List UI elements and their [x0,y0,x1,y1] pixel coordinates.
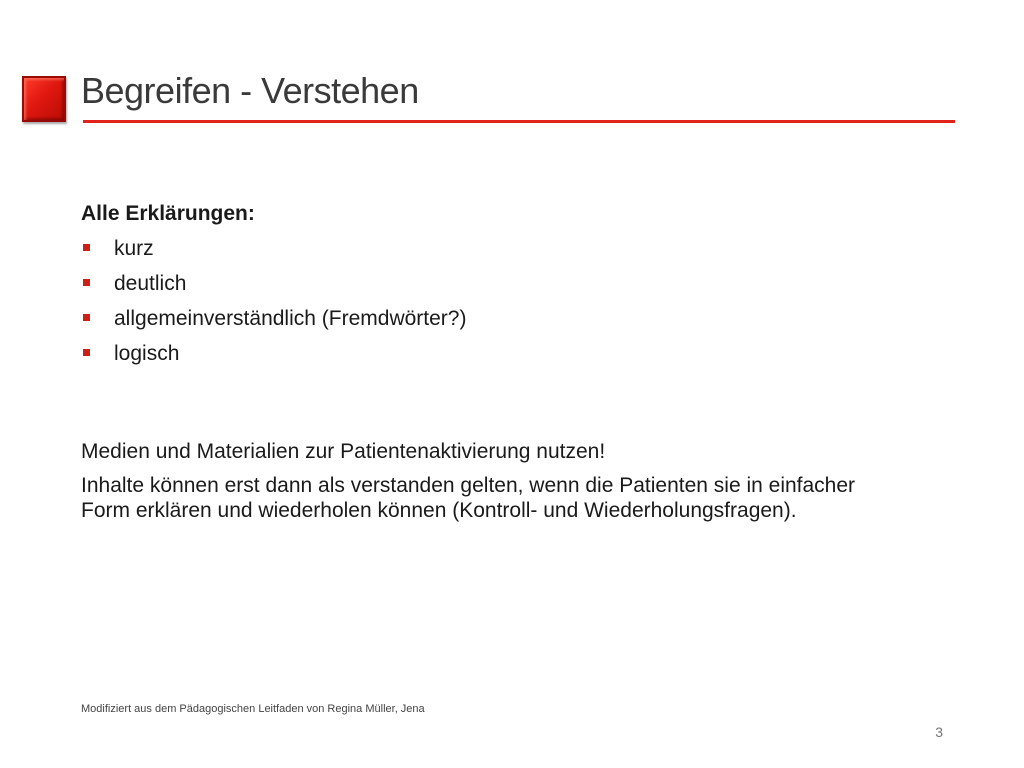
list-heading: Alle Erklärungen: [81,202,255,225]
square-bullet-icon [83,244,90,251]
list-item-text: allgemeinverständlich (Fremdwörter?) [114,307,467,330]
slide-body [81,196,881,532]
spacer [81,371,881,439]
square-bullet-icon [83,314,90,321]
list-item [81,266,881,301]
list-item [81,336,881,371]
body-paragraph: Medien und Materialien zur Patientenaktivierung nutzen! [81,440,606,463]
source-footnote: Modifiziert aus dem Pädagogischen Leitfaden von Regina Müller, Jena [81,703,425,715]
body-paragraph: Inhalte können erst dann als verstanden gelten, wenn die Patienten sie in einfacher Form erklären und wiederholen können (Kontroll- und Wiederholungsfragen). [81,474,856,522]
list-item [81,301,881,336]
page-number: 3 [935,724,943,740]
red-square-icon [22,76,66,122]
title-divider [83,120,955,123]
square-bullet-icon [83,279,90,286]
list-item-text: logisch [114,342,180,365]
list-item-text: kurz [114,237,154,260]
bullet-list [81,231,881,371]
list-item [81,231,881,266]
list-item-text: deutlich [114,272,187,295]
square-bullet-icon [83,349,90,356]
slide-title: Begreifen - Verstehen [81,70,419,111]
